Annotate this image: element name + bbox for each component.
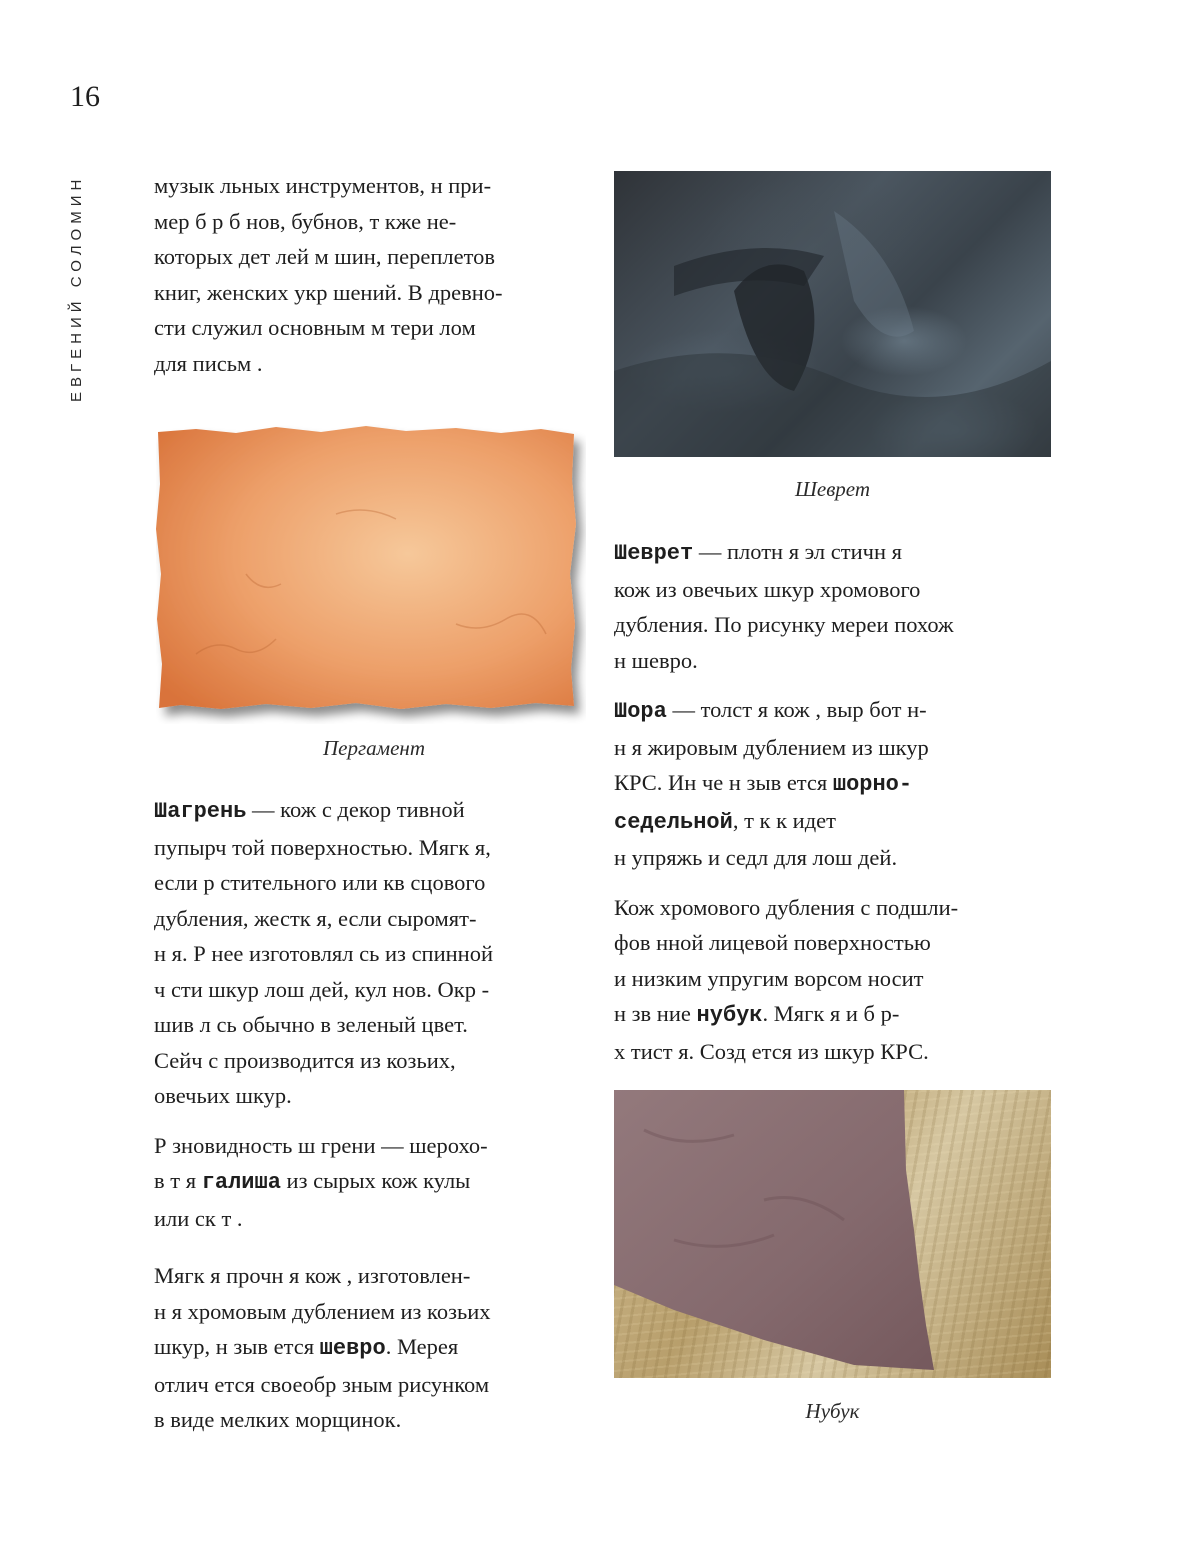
term-galisha: галиша: [201, 1170, 281, 1195]
parchment-caption: Пергамент: [323, 736, 425, 760]
right-column: [614, 171, 1051, 1425]
term-chevro: шевро: [319, 1336, 386, 1361]
galisha-text-before: Р зновидность ш грени — шерохо- в т я: [154, 1132, 488, 1193]
galisha-text-after: из сырых кож кулы или ск т .: [154, 1168, 471, 1231]
chevro-text-before: Мягк я прочн я кож , изготовлен- н я хромовым дублением из козьих шкур, н зыв ется: [154, 1263, 491, 1359]
running-head-author: ЕВГЕНИЙ СОЛОМИН: [68, 175, 85, 403]
term-shorno: шорно-: [832, 772, 913, 797]
chevro-text-after: . Мерея отлич ется своеобр зным рисунком в виде мелких морщинок.: [154, 1334, 490, 1432]
chevret-leather-folds: [614, 171, 1051, 457]
shagreen-paragraph: [154, 792, 594, 1114]
chevret-caption: Шеврет: [794, 477, 871, 501]
chevro-paragraph: [154, 1258, 594, 1438]
parchment-illustration: [156, 424, 586, 724]
term-sedelnoy: седельной: [614, 809, 733, 835]
nubuk-caption: Нубук: [805, 1399, 860, 1423]
nubuk-text-after: . Мягк я и б р- х тист я. Созд ется из шкур КРС.: [614, 1001, 929, 1064]
term-shora: Шора: [614, 699, 667, 724]
shora-paragraph: [614, 692, 1051, 876]
galisha-paragraph: [154, 1128, 594, 1237]
intro-paragraph: музык льных инструментов, н при- мер б р б нов, бубнов, т кже не- которых дет лей м шин, переплетов книг, женских укр шений. В древно- сти служил основным м тери лом для письм .: [154, 173, 503, 376]
left-column: [154, 168, 594, 1452]
chevret-paragraph: [614, 534, 1051, 678]
chevret-text: — плотн я эл стичн я кож из овечьих шкур хромового дубления. По рисунку мереи похож н шевро.: [614, 539, 954, 673]
term-shagreen: Шагрень: [154, 799, 247, 824]
page-number: 16: [70, 80, 100, 113]
shagreen-text: — кож с декор тивной пупырч той поверхностью. Мягк я, если р стительного или кв сцового дубления, жестк я, если сыромят- н я. Р нее изготовлял сь из спинной ч сти шкур лош дей, кул нов. Окр - шив л сь обычно в зеленый цвет. Сейч с производится из козьих, овечьих шкур.: [154, 797, 494, 1108]
nubuk-leather-sheet: [614, 1090, 1051, 1378]
shora-text-2: , т к к идет н упряжь и седл для лош дей.: [614, 807, 898, 870]
parchment-image: [156, 424, 576, 714]
shora-text-1: — толст я кож , выр бот н- н я жировым дублением из шкур КРС. Ин че н зыв ется: [614, 697, 929, 795]
nubuk-text-before: Кож хромового дубления с подшли- фов нной лицевой поверхностью и низким упругим ворсом носит н зв ние: [614, 894, 959, 1026]
chevret-photo: [614, 171, 1051, 457]
nubuk-paragraph: [614, 890, 1051, 1070]
term-chevret: Шеврет: [614, 541, 694, 566]
nubuk-photo: [614, 1090, 1051, 1378]
term-nubuk: нубук: [696, 1003, 763, 1028]
